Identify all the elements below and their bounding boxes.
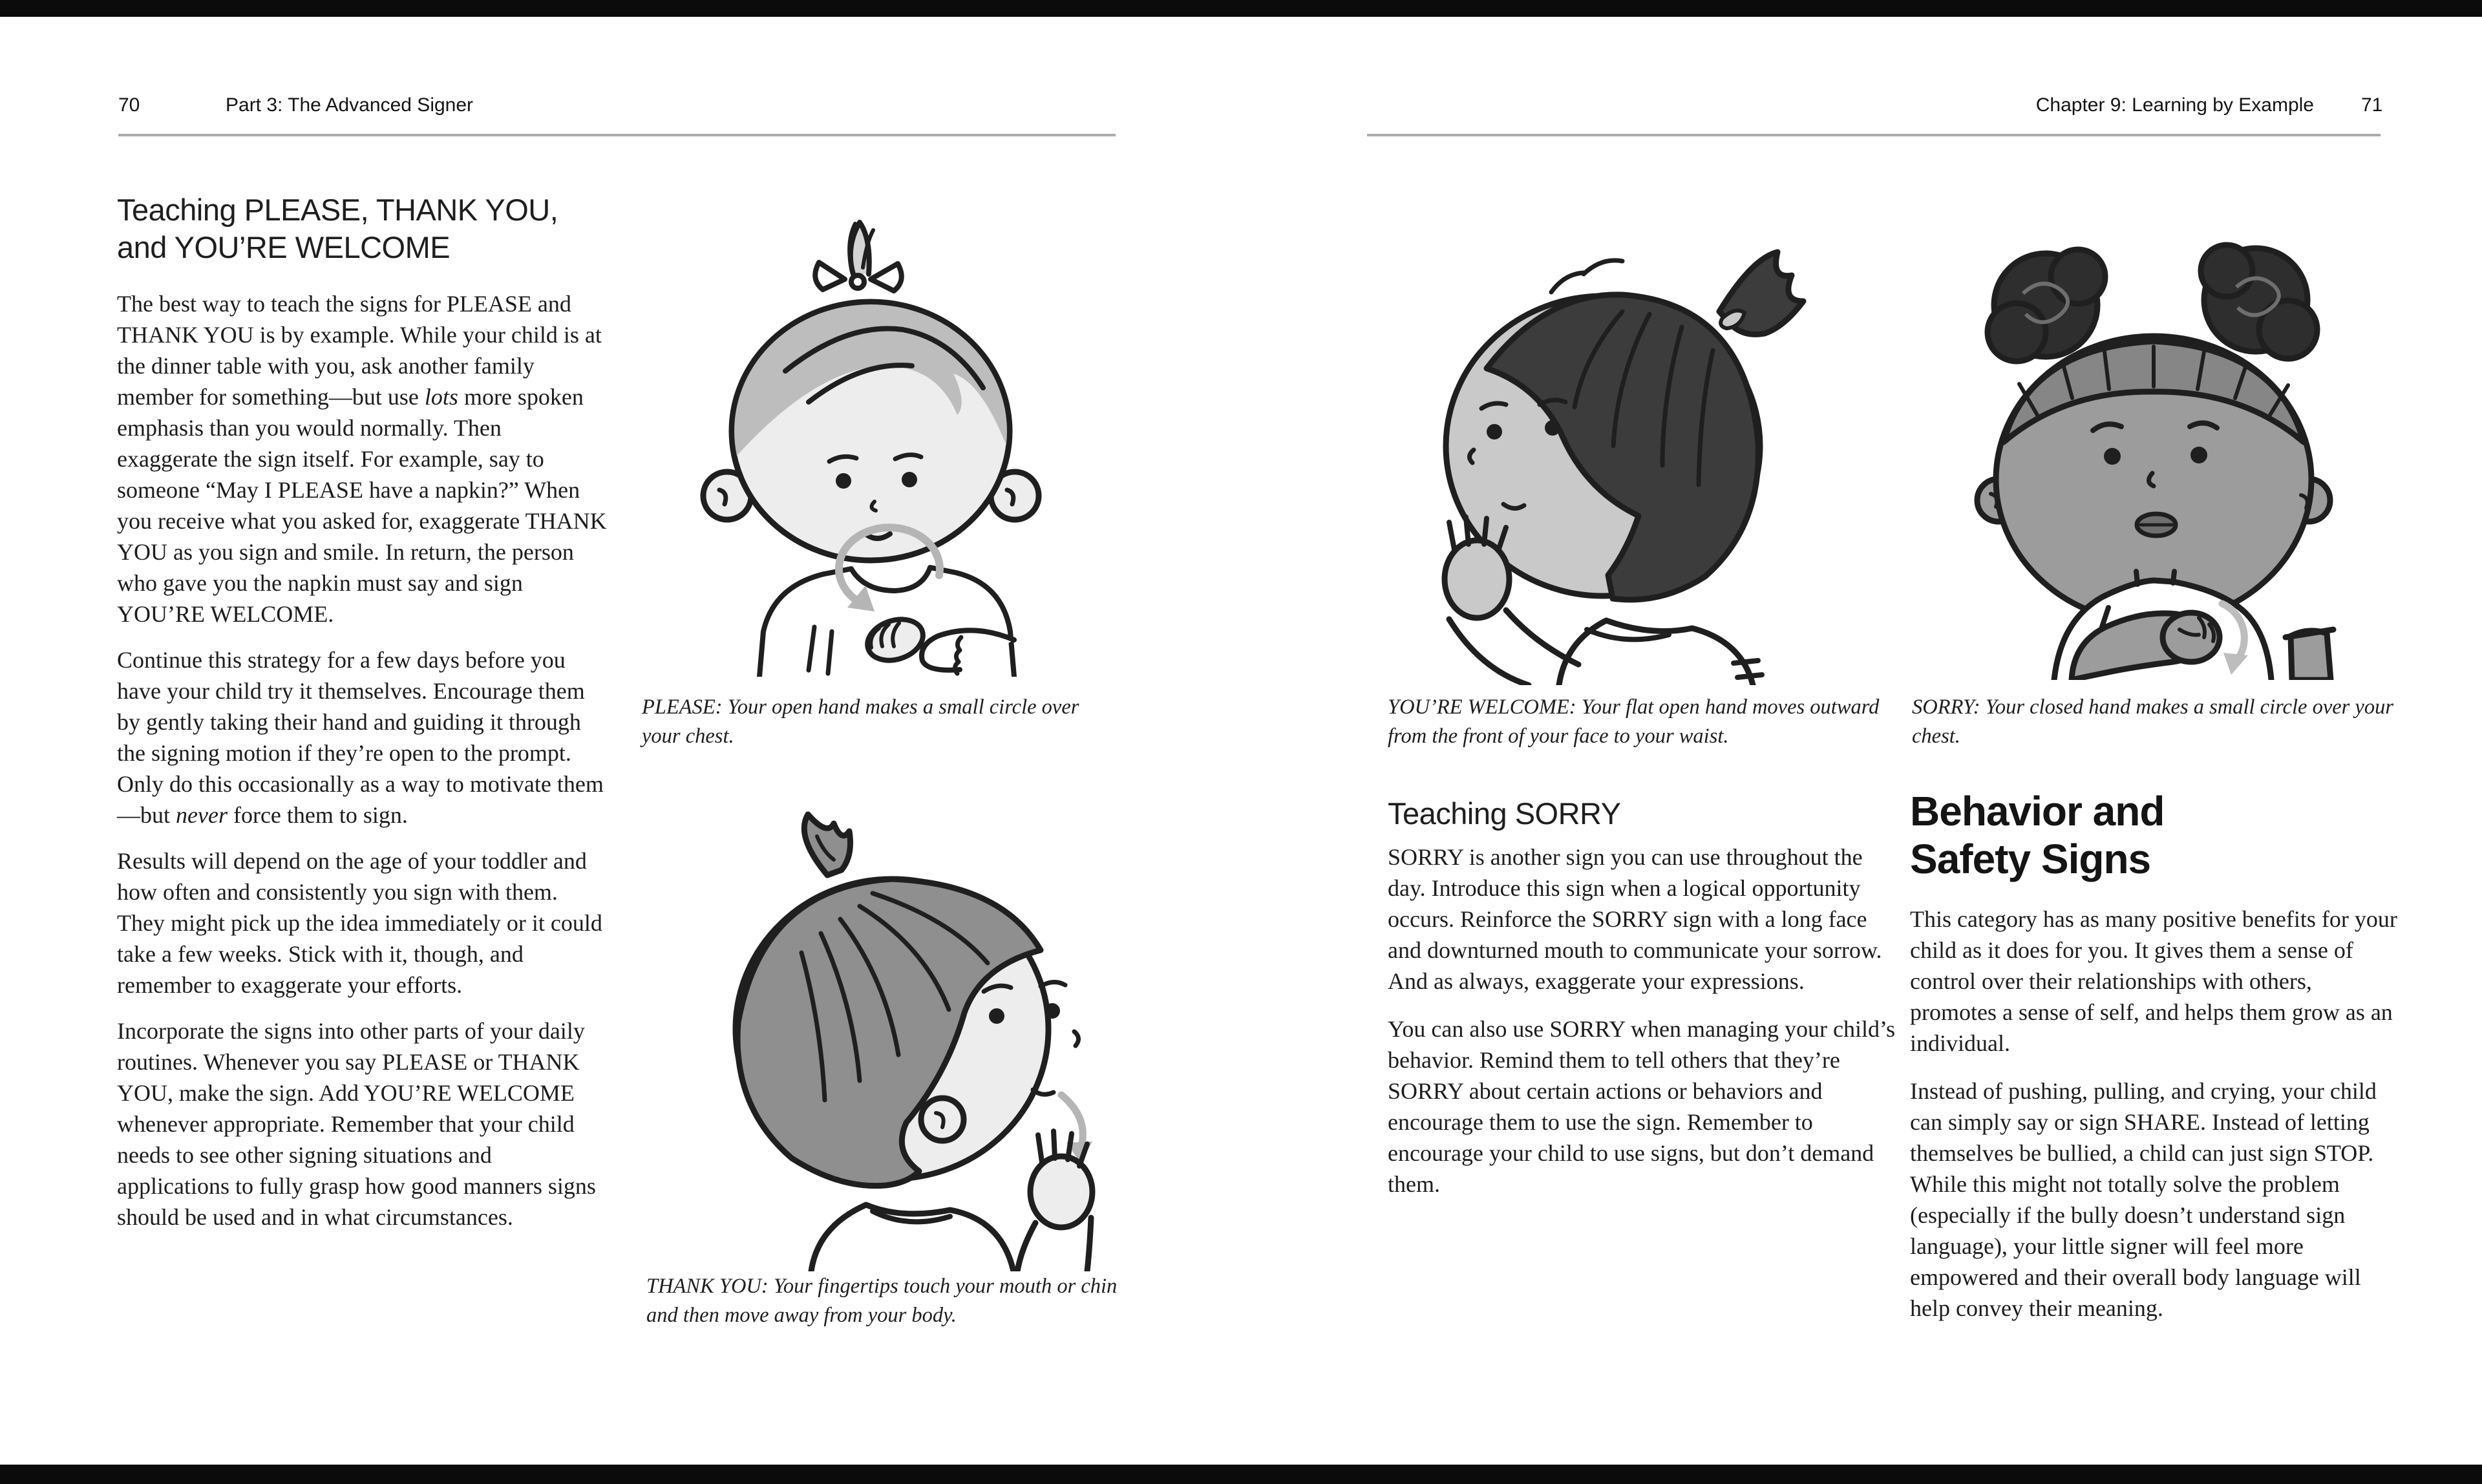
emphasis-word: lots xyxy=(424,384,458,410)
paragraph: Incorporate the signs into other parts of your daily routines. Whenever you say PLEASE or THANK YOU, make the sign. Add YOU’RE WELCOME whenever appropriate. Remember that your child needs to see other signing situations and applications to fully grasp how good manners signs should be used and in what circumstances. xyxy=(117,1018,596,1230)
paragraph-text: force them to sign. xyxy=(227,802,408,828)
right-running-header: Chapter 9: Learning by Example xyxy=(2035,94,2314,116)
paragraph xyxy=(117,288,607,630)
paragraph: This category has as many positive benefits for your child as it does for you. It gives them a sense of control over their relationships with others, promotes a sense of self, and helps them grow as an individual. xyxy=(1910,906,2397,1056)
scan-edge-top xyxy=(0,0,2482,17)
left-running-header: Part 3: The Advanced Signer xyxy=(226,94,474,116)
behavior-body-column xyxy=(1910,904,2401,1339)
right-header-rule xyxy=(1367,134,2381,136)
caption-youre-welcome: YOU’RE WELCOME: Your flat open hand moves outward from the front of your face to your waist. xyxy=(1388,695,1880,748)
left-page-number: 70 xyxy=(118,94,140,116)
please-sign-drawing xyxy=(682,208,1060,677)
caption-sorry: SORRY: Your closed hand makes a small circle over your chest. xyxy=(1912,695,2394,748)
sorry-body-column xyxy=(1388,842,1905,1214)
thank-you-sign-drawing xyxy=(679,796,1102,1271)
paragraph: You can also use SORRY when managing your child’s behavior. Remind them to tell others that they’re SORRY about certain actions or behaviors and encourage them to use the sign. Remember to encourage your child to use signs, but don’t demand them. xyxy=(1388,1016,1895,1197)
left-header-rule xyxy=(118,134,1116,136)
heading-line-1: Behavior and xyxy=(1910,788,2165,834)
paragraph-text: Continue this strategy for a few days before you have your child try it themselves. Encourage them by gently taking their hand and guiding it through the signing motion if they’re open to the prompt. Only do this occasionally as a way to motivate them—but xyxy=(117,647,604,828)
section-heading-sorry: Teaching SORRY xyxy=(1388,796,1621,831)
illustration-sorry xyxy=(1939,208,2369,680)
illustration-youre-welcome xyxy=(1390,213,1816,685)
paragraph xyxy=(117,644,607,831)
youre-welcome-sign-drawing xyxy=(1390,213,1816,685)
caption-thank-you: THANK YOU: Your fingertips touch your mouth or chin and then move away from your body. xyxy=(646,1275,1118,1327)
paragraph: Instead of pushing, pulling, and crying, your child can simply say or sign SHARE. Instead of letting themselves be bullied, a child can just sign STOP. While this might not totally solve the problem (especially if the bully doesn’t understand sign language), your little signer will feel more empowered and their overall body language will help convey their meaning. xyxy=(1910,1078,2377,1321)
scan-edge-bottom xyxy=(0,1465,2482,1484)
right-page-number: 71 xyxy=(2361,94,2383,116)
illustration-thank-you xyxy=(679,796,1102,1271)
heading-line-2: and YOU’RE WELCOME xyxy=(117,230,451,264)
paragraph-text: The best way to teach the signs for PLEASE and THANK YOU is by example. While your child is at the dinner table with you, ask another family member for something—but use xyxy=(117,291,602,410)
paragraph: SORRY is another sign you can use throughout the day. Introduce this sign when a logical opportunity occurs. Reinforce the SORRY sign with a long face and downturned mouth to communicate your sorrow. And as always, exaggerate your expressions. xyxy=(1388,844,1882,994)
illustration-please xyxy=(682,208,1060,677)
left-body-column xyxy=(117,288,607,1247)
heading-line-1: Teaching PLEASE, THANK YOU, xyxy=(117,193,558,227)
caption-please: PLEASE: Your open hand makes a small circle over your chest. xyxy=(642,695,1079,748)
heading-line-2: Safety Signs xyxy=(1910,836,2151,882)
section-heading-please-thankyou xyxy=(117,191,558,266)
chapter-heading-behavior-safety xyxy=(1910,787,2164,883)
sorry-sign-drawing xyxy=(1939,208,2369,680)
paragraph: Results will depend on the age of your toddler and how often and consistently you sign with them. They might pick up the idea immediately or it could take a few weeks. Stick with it, though, and remember to exaggerate your efforts. xyxy=(117,848,602,998)
emphasis-word: never xyxy=(176,802,228,828)
paragraph-text: more spoken emphasis than you would normally. Then exaggerate the sign itself. For example, say to someone “May I PLEASE have a napkin?” When you receive what you asked for, exaggerate THANK YOU as you sign and smile. In return, the person who gave you the napkin must say and sign YOU’RE WELCOME. xyxy=(117,384,607,627)
